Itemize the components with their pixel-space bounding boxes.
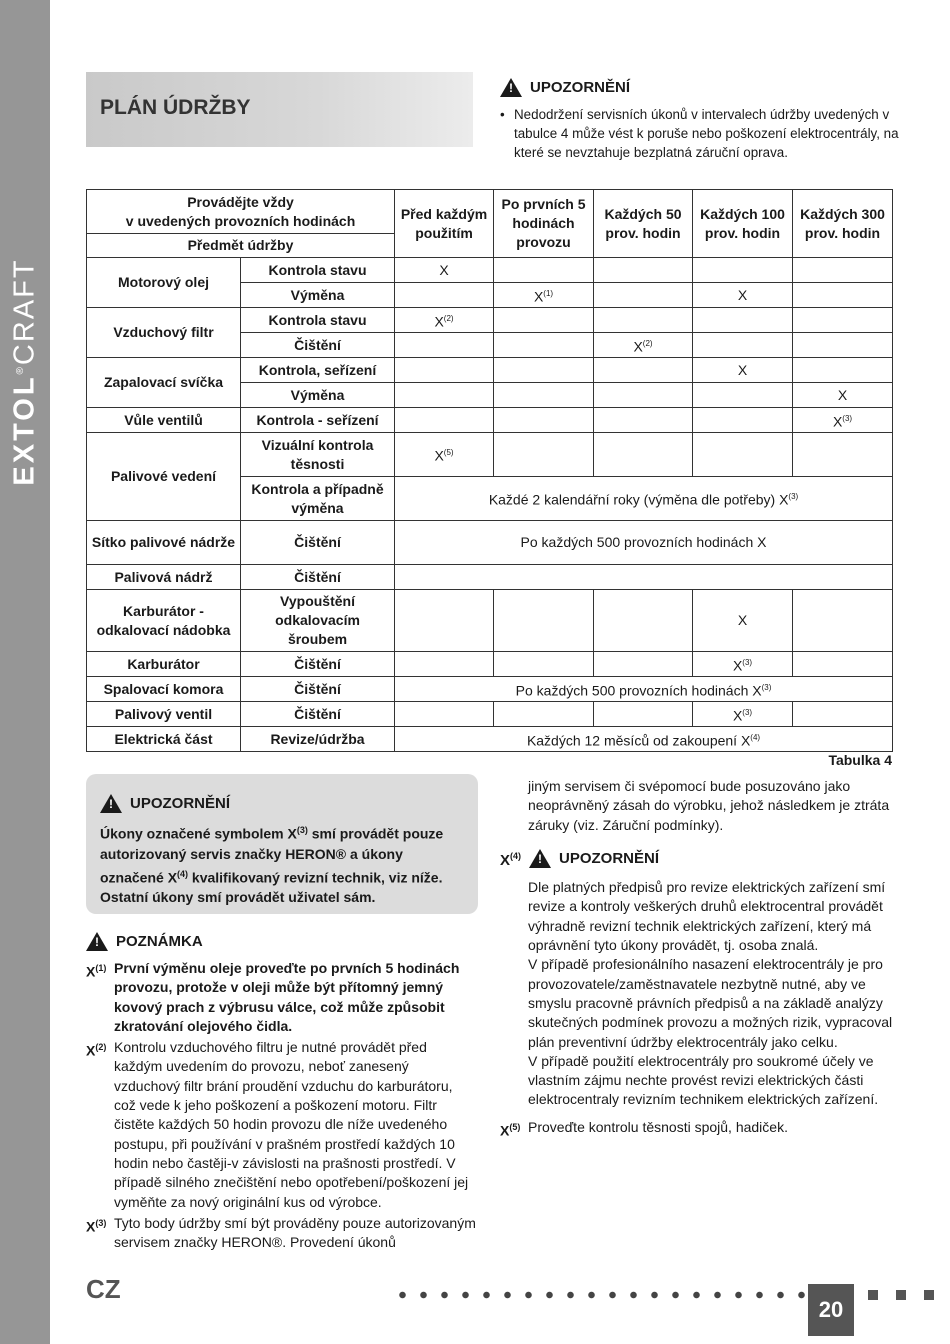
footer-dots	[392, 1290, 812, 1300]
right-column	[500, 777, 900, 1137]
table-cell: Karburátor - odkalovací nádobka	[87, 590, 241, 652]
table-cell: Čištění	[241, 677, 395, 702]
note-item: $X^{(2)}$ Kontrolu vzduchového filtru je nutné provádět před každým uvedením do provozu, neboť zanesený vzduchový filtr brání proudění vzduchu do karburátoru, což vede k jeho poškození a poškození motoru. Filtr čistěte každých 50 hodin provozu dle níže uvedeného postupu, při používání v prašném prostředí každých 10 hodin nebo častěji-v závislosti na prašnosti prostředí. V případě silného znečištění nebo opotřebení/poškození jej vyměňte za nový originální kus od výrobce.	[86, 1039, 469, 1210]
warning-icon	[500, 78, 522, 97]
table-cell: Výměna	[241, 283, 395, 308]
table-cell: X	[693, 590, 793, 652]
language-code: CZ	[86, 1274, 121, 1304]
table-cell: Palivová nádrž	[87, 565, 241, 590]
header-subject: Předmět údržby	[87, 234, 395, 258]
footer-square	[896, 1290, 906, 1300]
table-cell: X	[395, 258, 494, 283]
table-cell: Motorový olej	[87, 258, 241, 308]
warning-body: Úkony označené symbolem $X^{(3)}$ smí provádět pouze autorizovaný servis značky HERON® a úkony označené $X^{(4)}$ kvalifikovaný revizní technik, viz níže. Ostatní úkony smí provádět uživatel sám.	[100, 825, 444, 906]
page-number: 20	[808, 1284, 854, 1336]
warning-text: • Nedodržení servisních úkonů v intervalech údržby uvedených v tabulce 4 může vést k poruše nebo poškození elektrocentrály, na které se nevztahuje bezplatná záruční oprava.	[500, 105, 900, 162]
warning-icon	[86, 932, 108, 951]
header-always: Provádějte vždy v uvedených provozních hodinách	[87, 190, 395, 234]
table-cell: Každých 12 měsíců od zakoupení $X^{(4)}$	[395, 727, 893, 752]
warning-icon	[100, 794, 122, 813]
table-cell: Po každých 500 provozních hodinách X	[395, 521, 893, 565]
table-cell: Palivové vedení	[87, 433, 241, 521]
maintenance-table	[86, 189, 893, 752]
table-cell: X	[693, 283, 793, 308]
top-warning	[500, 78, 900, 162]
table-cell: $X^{(1)}$	[494, 283, 594, 308]
side-bar	[0, 0, 50, 1344]
header-col: Každých 50 prov. hodin	[594, 190, 693, 258]
header-col: Po prvních 5 hodinách provozu	[494, 190, 594, 258]
table-cell: Sítko palivové nádrže	[87, 521, 241, 565]
table-cell: Kontrola stavu	[241, 258, 395, 283]
header-col: Každých 300 prov. hodin	[793, 190, 893, 258]
table-cell: Palivový ventil	[87, 702, 241, 727]
table-cell: $X^{(2)}$	[594, 333, 693, 358]
note-section	[86, 932, 478, 1254]
table-cell: Kontrola a případně výměna	[241, 477, 395, 521]
table-cell: Vůle ventilů	[87, 408, 241, 433]
table-caption: Tabulka 4	[828, 752, 892, 768]
warning-box	[86, 774, 478, 914]
x4-body: Dle platných předpisů pro revize elektrických zařízení smí revize a kontroly veškerých druhů elektrocentral provádět výhradně revizní technik elektrických zařízení, který má oprávnění tyto úkony provádět, tj. osoba znalá. V případě profesionálního nasazení elektrocentrály je pro provozovatele/zaměstnavatele nezbytně nutné, aby ve smyslu pracovně právních předpisů a na základě analýzy skutečných podmínek provozu a možných rizik, vypracoval plán preventivní údržby elektrocentrály jako celku. V případě použití elektrocentrály pro soukromé účely ve vlastním zájmu nechte provést revizi elektrických části elektrocentraly revizním technikem elektrických zařízení.	[528, 879, 893, 1108]
note-item: $X^{(1)}$ První výměnu oleje proveďte po prvních 5 hodinách provozu, protože v oleji může být přítomný jemný kovový prach z výbrusu válce, což může způsobit zkratování olejového čidla.	[86, 960, 460, 1034]
note-heading: POZNÁMKA	[116, 933, 203, 950]
footer-square	[924, 1290, 934, 1300]
table-cell: Revize/údržba	[241, 727, 395, 752]
table-cell: Čištění	[241, 565, 395, 590]
table-cell: $X^{(3)}$	[693, 702, 793, 727]
header-col: Před každým použitím	[395, 190, 494, 258]
table-cell: Čištění	[241, 333, 395, 358]
table-cell: X	[693, 358, 793, 383]
table-cell: $X^{(3)}$	[693, 652, 793, 677]
table-cell: Vypouštění odkalovacím šroubem	[241, 590, 395, 652]
table-cell: Kontrola stavu	[241, 308, 395, 333]
note-item: $X^{(3)}$ Tyto body údržby smí být prováděny pouze autorizovaným servisem značky HERON®. Provedení úkonů	[86, 1214, 476, 1251]
table-cell: Karburátor	[87, 652, 241, 677]
table-cell: Kontrola, seřízení	[241, 358, 395, 383]
x4-heading: $X^{(4)}$ ! UPOZORNĚNÍ	[500, 847, 900, 870]
table-cell: Výměna	[241, 383, 395, 408]
table-cell: Čištění	[241, 521, 395, 565]
warning-heading: UPOZORNĚNÍ	[530, 79, 631, 96]
table-cell: Každé 2 kalendářní roky (výměna dle potřeby) $X^{(3)}$	[395, 477, 893, 521]
title-box	[86, 72, 473, 147]
table-cell: $X^{(2)}$	[395, 308, 494, 333]
warning-heading: UPOZORNĚNÍ	[130, 795, 231, 812]
table-cell: Vizuální kontrola těsnosti	[241, 433, 395, 477]
continuation-text: jiným servisem či svépomocí bude posuzováno jako neoprávněný zásah do výrobku, jehož následkem je ztráta záruky (viz. Záruční podmínky).	[528, 778, 890, 833]
table-cell: Spalovací komora	[87, 677, 241, 702]
table-cell: Po každých 500 provozních hodinách $X^{(3)}$	[395, 677, 893, 702]
warning-icon	[529, 849, 551, 868]
table-cell: X	[793, 383, 893, 408]
table-cell: Čištění	[241, 652, 395, 677]
table-cell: Vzduchový filtr	[87, 308, 241, 358]
table-cell: Zapalovací svíčka	[87, 358, 241, 408]
table-cell: Kontrola - seřízení	[241, 408, 395, 433]
header-col: Každých 100 prov. hodin	[693, 190, 793, 258]
footer-square	[868, 1290, 878, 1300]
table-cell: $X^{(5)}$	[395, 433, 494, 477]
table-cell: $X^{(3)}$	[793, 408, 893, 433]
x5-note: $X^{(5)}$ Proveďte kontrolu těsnosti spojů, hadiček.	[500, 1118, 788, 1139]
table-cell: Čištění	[241, 702, 395, 727]
page-title: PLÁN ÚDRŽBY	[100, 96, 251, 119]
brand-logo: EXTOL®CRAFT	[8, 258, 41, 486]
table-cell: Elektrická část	[87, 727, 241, 752]
